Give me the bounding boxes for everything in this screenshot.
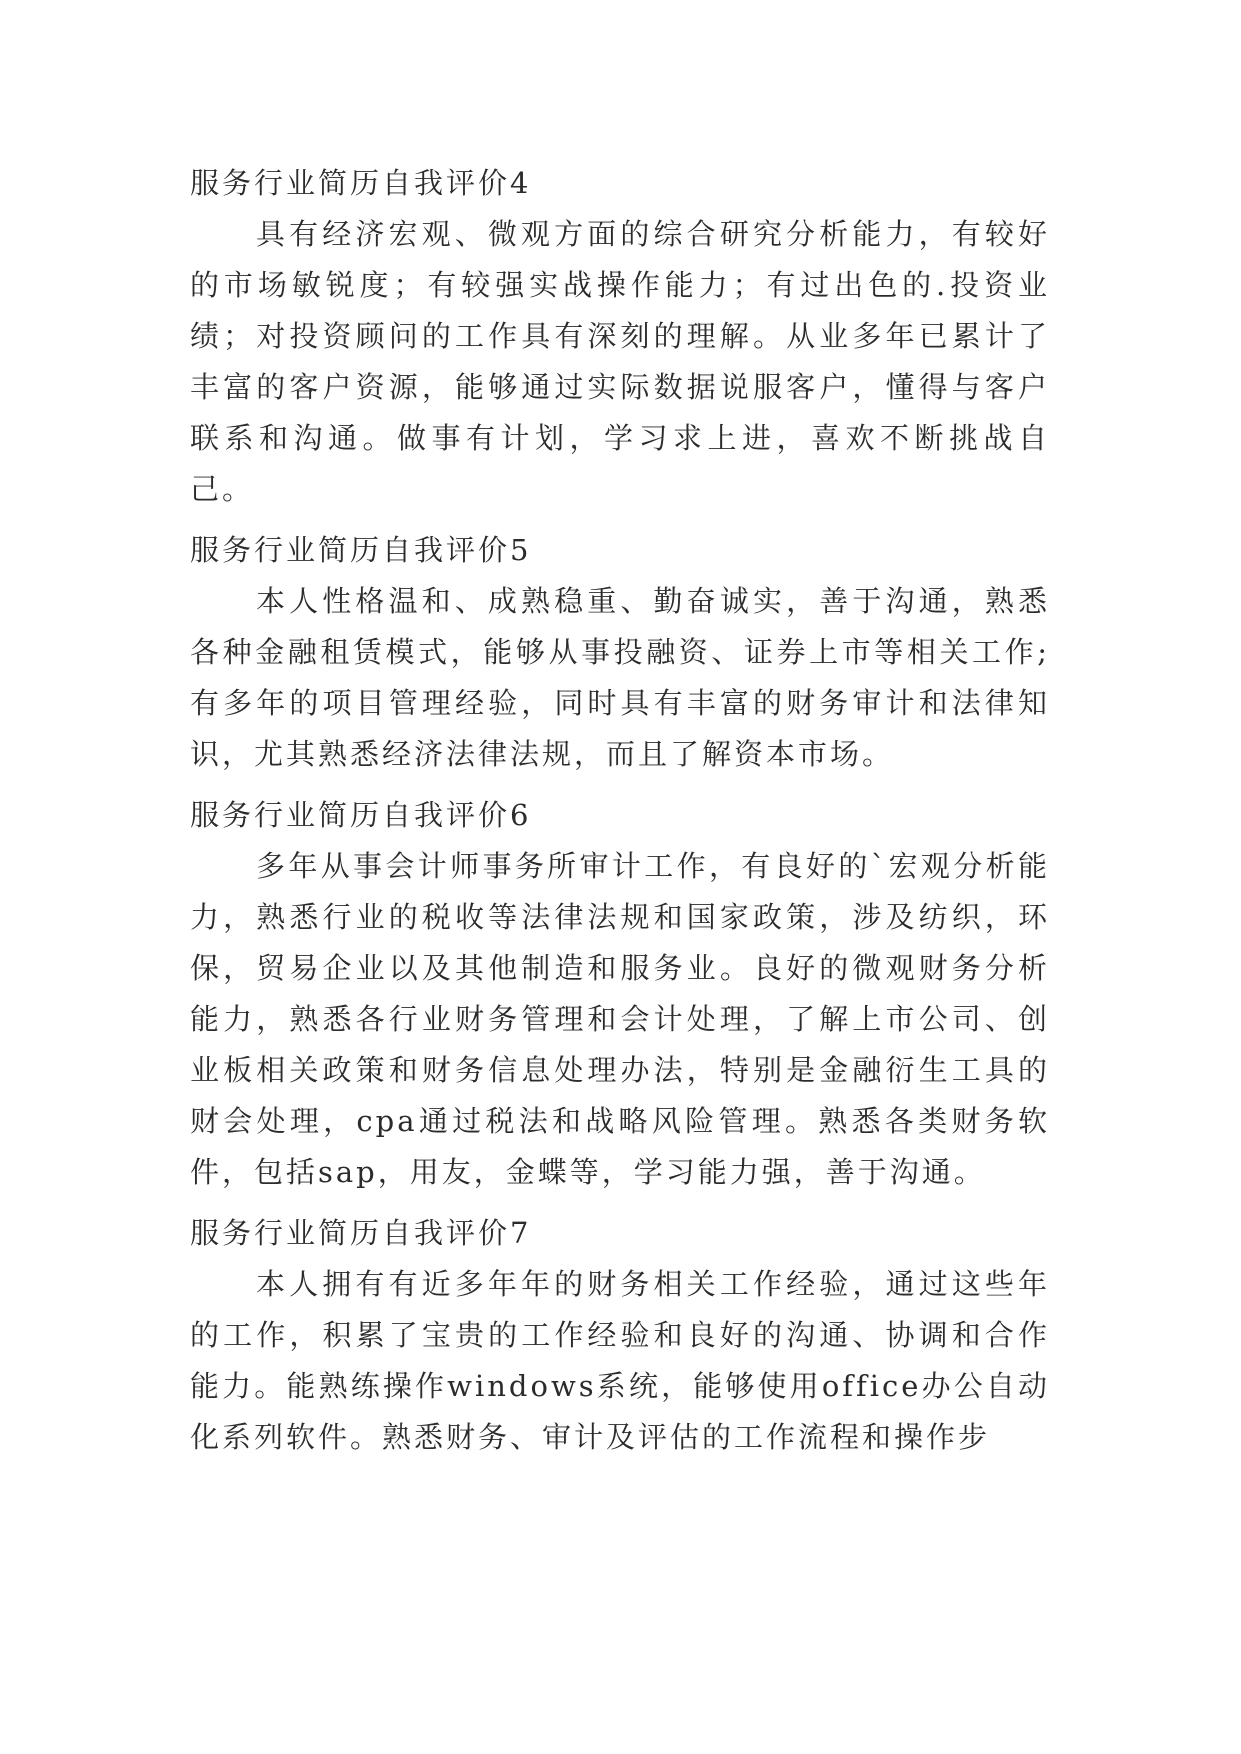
- section-title-5: 服务行业简历自我评价5: [190, 533, 532, 567]
- section-body-7: 本人拥有有近多年年的财务相关工作经验，通过这些年的工作，积累了宝贵的工作经验和良好的沟通、协调和合作能力。能熟练操作windows系统，能够使用office办公自动化系列软件。熟悉财务、审计及评估的工作流程和操作步: [190, 1267, 1050, 1454]
- document-page: [190, 158, 1050, 1473]
- section-body-5: 本人性格温和、成熟稳重、勤奋诚实，善于沟通，熟悉各种金融租赁模式，能够从事投融资、证券上市等相关工作;有多年的项目管理经验，同时具有丰富的财务审计和法律知识，尤其熟悉经济法律法规，而且了解资本市场。: [190, 584, 1050, 771]
- section-title-4: 服务行业简历自我评价4: [190, 166, 532, 200]
- section-body-6: 多年从事会计师事务所审计工作，有良好的`宏观分析能力，熟悉行业的税收等法律法规和国家政策，涉及纺织，环保，贸易企业以及其他制造和服务业。良好的微观财务分析能力，熟悉各行业财务管理和会计处理，了解上市公司、创业板相关政策和财务信息处理办法，特别是金融衍生工具的财会处理，cpa通过税法和战略风险管理。熟悉各类财务软件，包括sap，用友，金蝶等，学习能力强，善于沟通。: [190, 849, 1050, 1189]
- section-body-4: 具有经济宏观、微观方面的综合研究分析能力，有较好的市场敏锐度；有较强实战操作能力；有过出色的.投资业绩；对投资顾问的工作具有深刻的理解。从业多年已累计了丰富的客户资源，能够通过实际数据说服客户，懂得与客户联系和沟通。做事有计划，学习求上进，喜欢不断挑战自己。: [190, 217, 1050, 506]
- section-title-7: 服务行业简历自我评价7: [190, 1216, 532, 1250]
- section-title-6: 服务行业简历自我评价6: [190, 798, 532, 832]
